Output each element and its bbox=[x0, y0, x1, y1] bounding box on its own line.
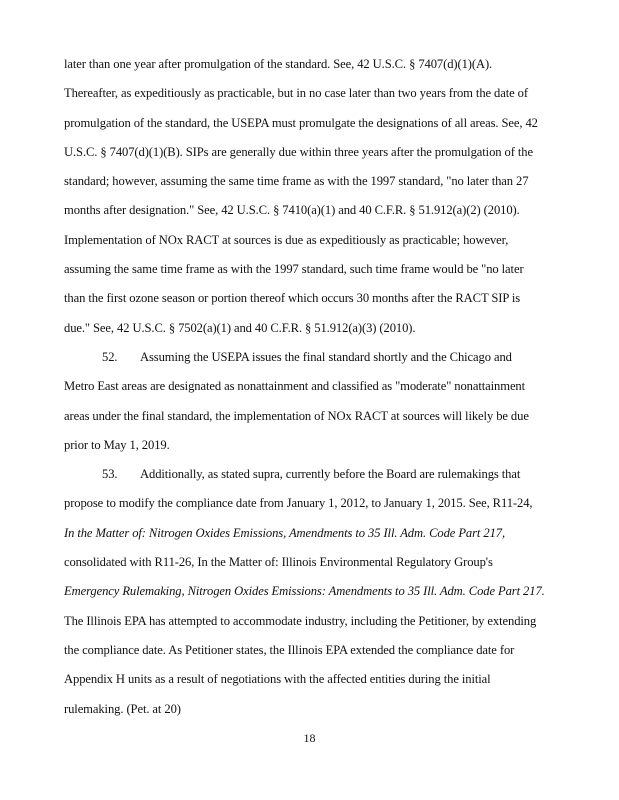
text-line: standard; however, assuming the same time frame as with the 1997 standard, "no later than 27 bbox=[64, 174, 529, 189]
text-line: the compliance date. As Petitioner states, the Illinois EPA extended the compliance date for bbox=[64, 642, 515, 657]
text-line: Assuming the USEPA issues the final standard shortly and the Chicago and bbox=[140, 349, 512, 364]
page-number: 18 bbox=[303, 731, 316, 745]
text-line: propose to modify the compliance date from January 1, 2012, to January 1, 2015. See, R11-24, bbox=[64, 496, 533, 511]
text-line: rulemaking. (Pet. at 20) bbox=[64, 701, 181, 716]
paragraph-number: 53. bbox=[102, 467, 118, 482]
text-line: prior to May 1, 2019. bbox=[64, 437, 170, 452]
paragraph-number: 52. bbox=[102, 349, 118, 364]
text-line: later than one year after promulgation of the standard. See, 42 U.S.C. § 7407(d)(1)(A). bbox=[64, 57, 493, 71]
paragraph-53-first-line bbox=[64, 460, 568, 489]
body-text bbox=[64, 50, 568, 724]
citation-line: In the Matter of: Nitrogen Oxides Emissions, Amendments to 35 Ill. Adm. Code Part 217, bbox=[64, 525, 506, 540]
text-line: assuming the same time frame as with the 1997 standard, such time frame would be "no later bbox=[64, 262, 524, 277]
paragraph-52-first-line bbox=[64, 343, 568, 372]
text-line: areas under the final standard, the implementation of NOx RACT at sources will likely be due bbox=[64, 408, 529, 423]
text-line: U.S.C. § 7407(d)(1)(B). SIPs are generally due within three years after the promulgation of the bbox=[64, 144, 533, 159]
text-line: promulgation of the standard, the USEPA must promulgate the designations of all areas. See, 42 bbox=[64, 115, 538, 130]
text-line: Thereafter, as expeditiously as practicable, but in no case later than two years from the date of bbox=[64, 86, 528, 101]
text-line: consolidated with R11-26, In the Matter of: Illinois Environmental Regulatory Group's bbox=[64, 555, 493, 570]
text-line: months after designation." See, 42 U.S.C. § 7410(a)(1) and 40 C.F.R. § 51.912(a)(2) (2010). bbox=[64, 203, 520, 218]
citation-line: Emergency Rulemaking, Nitrogen Oxides Emissions: Amendments to 35 Ill. Adm. Code Part 217. bbox=[64, 584, 545, 599]
text-line: Implementation of NOx RACT at sources is due as expeditiously as practicable; however, bbox=[64, 232, 509, 247]
text-line: The Illinois EPA has attempted to accommodate industry, including the Petitioner, by extending bbox=[64, 613, 537, 628]
text-line: than the first ozone season or portion thereof which occurs 30 months after the RACT SIP is bbox=[64, 291, 521, 306]
text-line: Additionally, as stated supra, currently before the Board are rulemakings that bbox=[140, 467, 521, 482]
text-line: due." See, 42 U.S.C. § 7502(a)(1) and 40 C.F.R. § 51.912(a)(3) (2010). bbox=[64, 320, 416, 335]
text-line: Appendix H units as a result of negotiations with the affected entities during the initial bbox=[64, 672, 491, 687]
text-line: Metro East areas are designated as nonattainment and classified as "moderate" nonattainment bbox=[64, 379, 526, 394]
